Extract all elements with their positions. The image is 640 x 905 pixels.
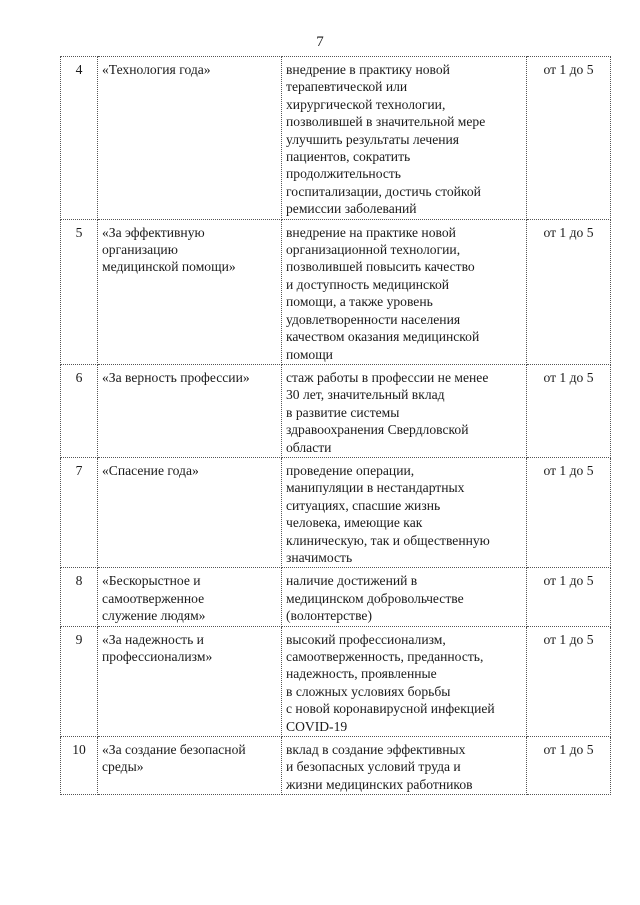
criteria-cell-line: человека, имеющие как <box>286 515 423 531</box>
criteria-cell-line: позволившей повысить качество <box>286 259 475 275</box>
criteria-cell-line: качеством оказания медицинской <box>286 329 480 345</box>
criteria-cell <box>282 737 527 795</box>
criteria-cell-line: наличие достижений в <box>286 573 418 589</box>
table-row <box>61 626 611 736</box>
criteria-cell-line: ремиссии заболеваний <box>286 201 417 217</box>
nominations-table-body <box>61 57 611 795</box>
nomination-cell-line: среды» <box>102 759 144 775</box>
criteria-cell-line: (волонтерстве) <box>286 608 372 624</box>
criteria-cell-line: проведение операции, <box>286 462 415 478</box>
row-number-cell: 6 <box>61 364 98 457</box>
nomination-cell-line: профессионализм» <box>102 649 213 664</box>
criteria-cell <box>282 568 527 626</box>
criteria-cell-line: манипуляции в нестандартных <box>286 480 465 496</box>
nomination-cell <box>98 568 282 626</box>
criteria-cell <box>282 57 527 220</box>
nomination-cell-line: «За создание безопасной <box>102 742 246 758</box>
criteria-cell-line: жизни медицинских работников <box>286 776 473 792</box>
row-number-cell: 9 <box>61 626 98 736</box>
table-row <box>61 364 611 457</box>
criteria-cell-line: удовлетворенности населения <box>286 311 461 327</box>
criteria-cell-line: улучшить результаты лечения <box>286 131 460 147</box>
criteria-cell-line: с новой коронавирусной инфекцией <box>286 701 495 717</box>
criteria-cell-line: клиническую, так и общественную <box>286 532 490 548</box>
table-row <box>61 568 611 626</box>
criteria-cell <box>282 626 527 736</box>
row-number-cell: 5 <box>61 219 98 364</box>
criteria-cell-line: надежность, проявленные <box>286 666 437 682</box>
criteria-cell-line: самоотверженность, преданность, <box>286 649 484 664</box>
nomination-cell-line: «Бескорыстное и <box>102 573 201 589</box>
criteria-cell-line: организационной технологии, <box>286 242 461 258</box>
table-row <box>61 219 611 364</box>
criteria-cell <box>282 219 527 364</box>
nomination-cell-line: «За эффективную <box>102 224 205 240</box>
row-number-cell: 8 <box>61 568 98 626</box>
criteria-cell-line: стаж работы в профессии не менее <box>286 369 489 385</box>
nomination-cell-line: «Технология года» <box>102 62 211 77</box>
row-number-cell: 7 <box>61 457 98 567</box>
nomination-cell <box>98 57 282 220</box>
criteria-cell-line: позволившей в значительной мере <box>286 114 486 130</box>
criteria-cell-line: госпитализации, достичь стойкой <box>286 183 481 199</box>
row-number-cell: 10 <box>61 737 98 795</box>
nomination-cell-line: служение людям» <box>102 608 206 624</box>
table-row <box>61 457 611 567</box>
criteria-cell-line: внедрение в практику новой <box>286 62 450 77</box>
criteria-cell <box>282 364 527 457</box>
criteria-cell-line: COVID-19 <box>286 718 348 734</box>
nomination-cell <box>98 219 282 364</box>
criteria-cell-line: терапевтической или <box>286 79 408 95</box>
nomination-cell <box>98 457 282 567</box>
criteria-cell-line: помощи, а также уровень <box>286 294 433 310</box>
nomination-cell-line: медицинской помощи» <box>102 259 236 275</box>
score-range-cell: от 1 до 5 <box>527 626 611 736</box>
score-range-cell: от 1 до 5 <box>527 219 611 364</box>
criteria-cell-line: значимость <box>286 549 353 565</box>
criteria-cell-line: области <box>286 439 332 455</box>
criteria-cell <box>282 457 527 567</box>
nomination-cell-line: «За надежность и <box>102 631 204 647</box>
criteria-cell-line: пациентов, сократить <box>286 149 411 165</box>
criteria-cell-line: 30 лет, значительный вклад <box>286 387 445 403</box>
criteria-cell-line: и доступность медицинской <box>286 276 450 292</box>
nomination-cell <box>98 364 282 457</box>
criteria-cell-line: в сложных условиях борьбы <box>286 683 451 699</box>
table-row <box>61 737 611 795</box>
table-row <box>61 57 611 220</box>
score-range-cell: от 1 до 5 <box>527 57 611 220</box>
nomination-cell-line: «За верность профессии» <box>102 369 250 385</box>
row-number-cell: 4 <box>61 57 98 220</box>
score-range-cell: от 1 до 5 <box>527 737 611 795</box>
criteria-cell-line: продолжительность <box>286 166 402 182</box>
nomination-cell <box>98 737 282 795</box>
page-number: 7 <box>316 34 324 50</box>
nominations-table <box>60 56 611 795</box>
criteria-cell-line: внедрение на практике новой <box>286 224 456 240</box>
score-range-cell: от 1 до 5 <box>527 364 611 457</box>
criteria-cell-line: ситуациях, спасшие жизнь <box>286 497 441 513</box>
score-range-cell: от 1 до 5 <box>527 568 611 626</box>
nomination-cell-line: самоотверженное <box>102 590 205 606</box>
nomination-cell-line: организацию <box>102 242 178 258</box>
criteria-cell-line: вклад в создание эффективных <box>286 742 466 758</box>
criteria-cell-line: высокий профессионализм, <box>286 631 446 647</box>
nomination-cell <box>98 626 282 736</box>
criteria-cell-line: здравоохранения Свердловской <box>286 422 469 438</box>
criteria-cell-line: хирургической технологии, <box>286 96 446 112</box>
nomination-cell-line: «Спасение года» <box>102 462 199 478</box>
criteria-cell-line: помощи <box>286 346 333 362</box>
criteria-cell-line: и безопасных условий труда и <box>286 759 461 775</box>
criteria-cell-line: в развитие системы <box>286 404 400 420</box>
score-range-cell: от 1 до 5 <box>527 457 611 567</box>
criteria-cell-line: медицинском добровольчестве <box>286 590 464 606</box>
